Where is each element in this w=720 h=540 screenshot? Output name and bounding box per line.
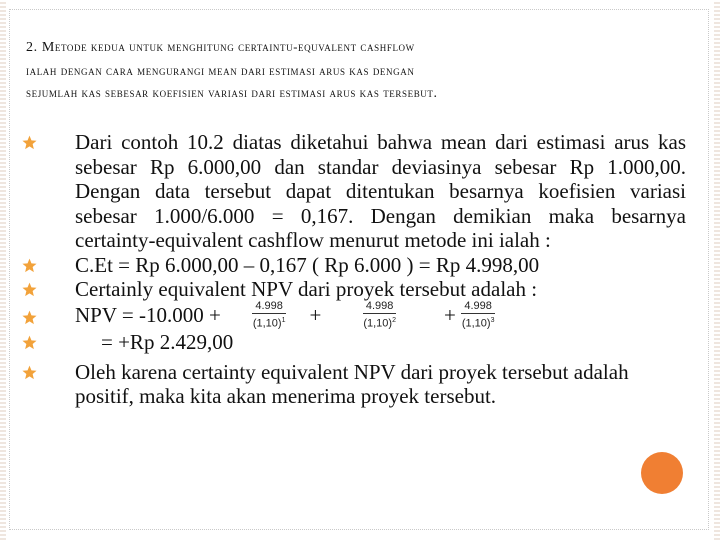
title-line-2-text: ialah dengan cara mengurangi mean dari estimasi arus kas dengan — [26, 63, 415, 78]
result-text: = +Rp 2.429,00 — [101, 329, 234, 354]
fraction-numerator: 4.998 — [363, 300, 397, 314]
star-bullet-icon — [22, 335, 37, 350]
paragraph-text: Dari contoh 10.2 diatas diketahui bahwa mean dari estimasi arus kas sebesar Rp 6.000,00 dan standar deviasinya sebesar Rp 1.000,00. Dengan data tersebut dapat ditentukan besarnya koefisien variasi sebesar 1.000/6.000 = 0,167. Dengan demikian maka besarnya certainty-equivalent cashflow menurut metode ini ialah : — [75, 130, 686, 252]
slide-title — [26, 36, 686, 106]
list-item — [22, 360, 686, 409]
fraction — [251, 300, 288, 331]
bullet-list — [22, 130, 686, 409]
right-border-decoration — [714, 0, 720, 540]
title-line-2 — [26, 60, 686, 83]
denominator-exponent: 1 — [281, 317, 286, 325]
denominator-exponent: 3 — [490, 317, 495, 325]
star-bullet-icon — [22, 135, 37, 150]
accent-circle — [641, 452, 683, 494]
list-item — [22, 330, 686, 360]
title-line-1 — [26, 36, 686, 60]
npv-formula — [75, 302, 686, 330]
formula-prefix: NPV = -10.000 + — [75, 303, 221, 328]
list-item — [22, 277, 686, 302]
list-item — [22, 253, 686, 278]
denominator-base: (1,10) — [461, 317, 491, 330]
title-initial: M — [41, 40, 55, 55]
list-item — [22, 130, 686, 253]
plus-sign: + — [443, 303, 456, 328]
fraction-denominator — [361, 314, 398, 331]
fraction-denominator — [460, 314, 497, 331]
title-end: . — [433, 86, 438, 101]
fraction-numerator: 4.998 — [252, 300, 286, 314]
list-item — [22, 302, 686, 330]
title-line-3 — [26, 82, 686, 106]
fraction-denominator — [251, 314, 288, 331]
title-line-3-text: sejumlah kas sebesar koefisien variasi dari estimasi arus kas tersebut — [26, 86, 434, 100]
fraction-numerator: 4.998 — [461, 300, 495, 314]
star-bullet-icon — [22, 310, 37, 325]
denominator-base: (1,10) — [252, 317, 282, 330]
title-number: 2. — [26, 40, 42, 55]
fraction — [361, 300, 398, 331]
fraction — [460, 300, 497, 331]
denominator-exponent: 2 — [392, 317, 396, 325]
conclusion-text: Oleh karena certainty equivalent NPV dari proyek tersebut adalah positif, maka kita akan menerima proyek tersebut. — [75, 359, 629, 408]
star-bullet-icon — [22, 365, 37, 380]
denominator-base: (1,10) — [363, 317, 393, 330]
star-bullet-icon — [22, 258, 37, 273]
star-bullet-icon — [22, 282, 37, 297]
title-line-1-text: etode kedua untuk menghitung certaintu-equvalent cashflow — [54, 40, 415, 54]
left-border-decoration — [0, 0, 6, 540]
statement-text: Certainly equivalent NPV dari proyek tersebut adalah : — [75, 277, 538, 301]
plus-sign: + — [309, 303, 322, 328]
equation-text: C.Et = Rp 6.000,00 – 0,167 ( Rp 6.000 ) = Rp 4.998,00 — [75, 252, 540, 277]
